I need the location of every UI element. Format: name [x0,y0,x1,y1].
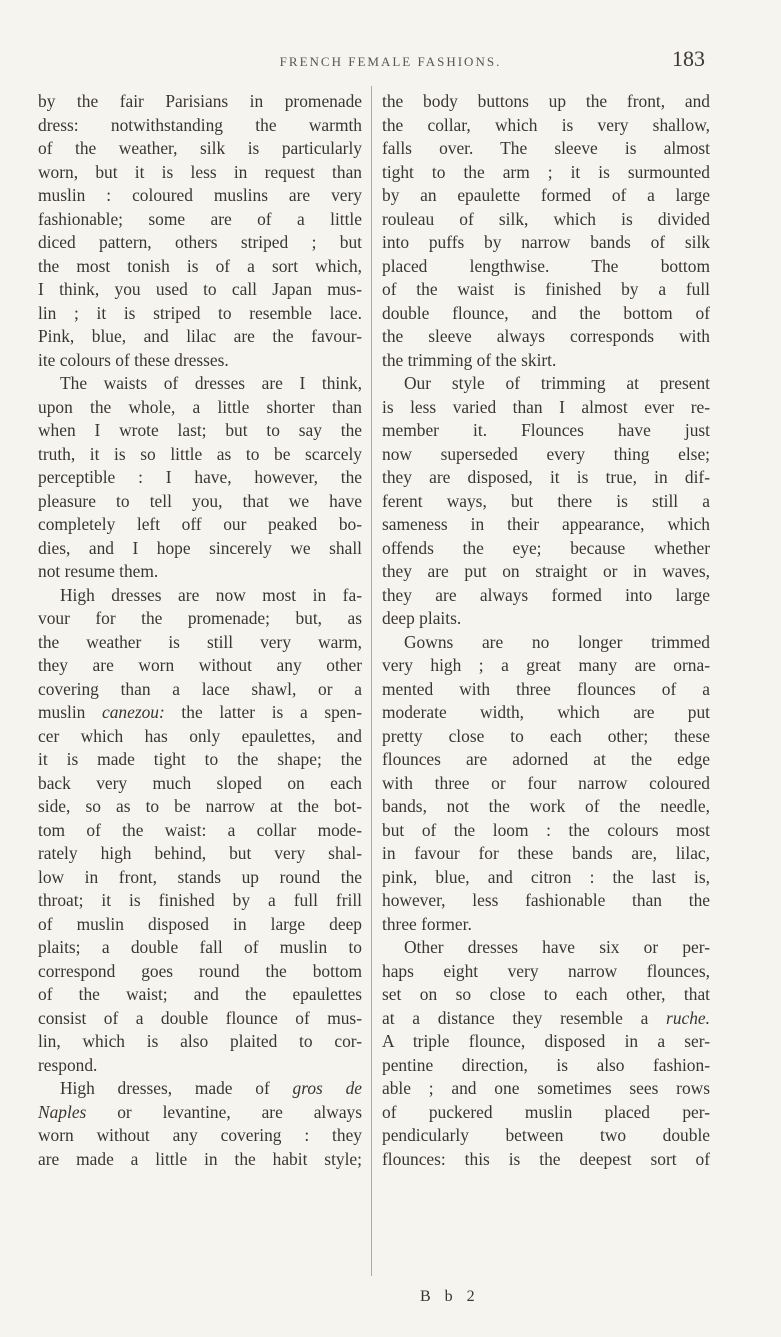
text-line: I think, you used to call Japan mus- [38,279,362,299]
text-line: Naples or levantine, are always [38,1101,362,1122]
text-line: High dresses, made of gros de [60,1078,362,1098]
text-line: they are always formed into large [382,584,710,605]
text-line: upon the whole, a little shorter than [38,396,362,417]
right-column [382,90,710,1171]
text-line: Other dresses have six or per- [404,937,710,957]
text-line: haps eight very narrow flounces, [382,960,710,981]
text-line: vour for the promenade; but, as [38,608,362,628]
text-line: Gowns are no longer trimmed [404,631,710,652]
text-line: of muslin disposed in large deep [38,913,362,934]
text-line: in favour for these bands are, lilac, [382,843,710,863]
text-line: worn, but it is less in request than [38,161,362,182]
text-line: double flounce, and the bottom of [382,302,710,323]
text-line: completely left off our peaked bo- [38,514,362,534]
text-line: deep plaits. [382,608,462,628]
text-line: The waists of dresses are I think, [60,373,362,393]
text-line: they are worn without any other [38,655,362,675]
text-line: member it. Flounces have just [382,420,710,440]
text-line: A triple flounce, disposed in a ser- [382,1031,710,1051]
text-line: rouleau of silk, which is divided [382,208,710,229]
text-line: flounces are adorned at the edge [382,749,710,769]
text-line: low in front, stands up round the [38,866,362,887]
text-line: rately high behind, but very shal- [38,843,362,863]
text-line: offends the eye; because whether [382,537,710,558]
text-line: ite colours of these dresses. [38,349,229,370]
text-line: able ; and one sometimes sees rows [382,1078,710,1098]
text-line: High dresses are now most in fa- [60,584,362,605]
text-line: lin, which is also plaited to cor- [38,1031,362,1051]
text-line: flounces: this is the deepest sort of [382,1148,710,1169]
text-line: at a distance they resemble a ruche. [382,1007,710,1028]
text-line: the collar, which is very shallow, [382,114,710,135]
text-line: consist of a double flounce of mus- [38,1007,362,1028]
text-line: the weather is still very warm, [38,631,362,652]
text-line: is less varied than I almost ever re- [382,396,710,417]
signature-mark: B b 2 [420,1288,480,1305]
text-line: cer which has only epaulettes, and [38,725,362,746]
text-line: pleasure to tell you, that we have [38,490,362,511]
text-line: Our style of trimming at present [404,373,710,393]
text-line: sameness in their appearance, which [382,514,710,534]
text-line: of puckered muslin placed per- [382,1101,710,1122]
text-line: throat; it is finished by a full frill [38,890,362,910]
text-line: they are put on straight or in waves, [382,561,710,581]
text-line: into puffs by narrow bands of silk [382,232,710,252]
text-line: pendicularly between two double [382,1125,710,1145]
text-line: by an epaulette formed of a large [382,185,710,205]
text-line: tom of the waist: a collar mode- [38,819,362,840]
text-line: by the fair Parisians in promenade [38,91,362,111]
text-line: pink, blue, and citron : the last is, [382,866,710,887]
text-line: falls over. The sleeve is almost [382,138,710,158]
text-line: muslin canezou: the latter is a spen- [38,702,362,722]
text-line: they are disposed, it is true, in dif- [382,467,710,487]
text-line: three former. [382,913,472,934]
text-line: bands, not the work of the needle, [382,796,710,816]
text-line: ferent ways, but there is still a [382,490,710,511]
text-line: moderate width, which are put [382,702,710,722]
text-line: correspond goes round the bottom [38,960,362,981]
left-column [38,90,362,1171]
text-line: of the weather, silk is particularly [38,138,362,158]
text-line: set on so close to each other, that [382,984,710,1004]
page-number: 183 [672,46,705,71]
text-line: placed lengthwise. The bottom [382,255,710,276]
text-line: however, less fashionable than the [382,890,710,910]
text-line: plaits; a double fall of muslin to [38,937,362,957]
text-line: the trimming of the skirt. [382,349,557,370]
text-line: truth, it is so little as to be scarcely [38,443,362,464]
text-line: pretty close to each other; these [382,725,710,746]
text-line: dies, and I hope sincerely we shall [38,537,362,558]
text-line: tight to the arm ; it is surmounted [382,161,710,182]
text-line: back very much sloped on each [38,772,362,793]
text-line: it is made tight to the shape; the [38,749,362,769]
text-line: with three or four narrow coloured [382,772,710,793]
text-line: respond. [38,1054,98,1075]
text-line: the body buttons up the front, and [382,91,710,111]
text-line: the sleeve always corresponds with [382,326,710,346]
text-line: but of the loom : the colours most [382,819,710,840]
text-line: dress: notwithstanding the warmth [38,114,362,135]
text-line: of the waist; and the epaulettes [38,984,362,1004]
text-line: Pink, blue, and lilac are the favour- [38,326,362,346]
text-line: now superseded every thing else; [382,443,710,464]
text-line: when I wrote last; but to say the [38,420,362,440]
text-line: covering than a lace shawl, or a [38,678,362,699]
text-line: lin ; it is striped to resemble lace. [38,302,362,323]
text-line: perceptible : I have, however, the [38,467,362,487]
text-line: fashionable; some are of a little [38,208,362,229]
text-line: muslin : coloured muslins are very [38,185,362,205]
running-head: FRENCH FEMALE FASHIONS. [279,54,502,69]
text-line: the most tonish is of a sort which, [38,255,362,276]
column-divider [371,86,372,1276]
text-line: mented with three flounces of a [382,678,710,699]
text-line: worn without any covering : they [38,1125,362,1145]
text-line: of the waist is finished by a full [382,279,710,299]
text-line: very high ; a great many are orna- [382,655,710,675]
text-line: pentine direction, is also fashion- [382,1054,710,1075]
text-line: are made a little in the habit style; [38,1148,362,1169]
text-line: side, so as to be narrow at the bot- [38,796,362,816]
text-line: diced pattern, others striped ; but [38,232,362,252]
text-line: not resume them. [38,561,159,581]
